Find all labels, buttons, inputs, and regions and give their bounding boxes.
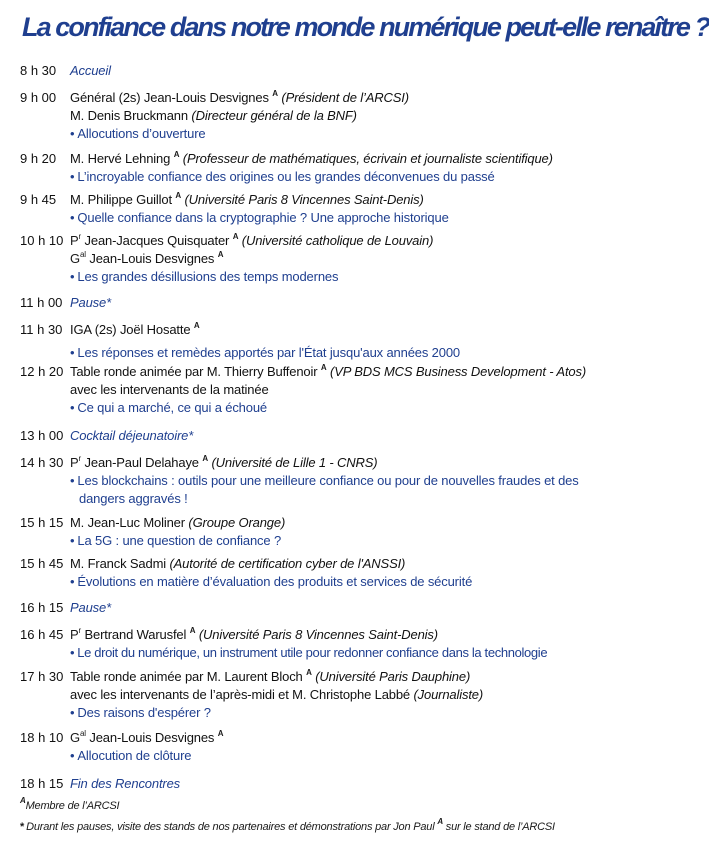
member-mark: A xyxy=(20,796,26,805)
member-mark: A xyxy=(320,363,327,372)
time-slot: 10 h 10 xyxy=(20,233,64,248)
bullet-icon: • xyxy=(70,126,75,141)
speaker-name: IGA (2s) Joël Hosatte xyxy=(70,322,191,337)
speaker-name: Jean-Jacques Quisquater xyxy=(84,233,230,248)
speaker-name: M. Jean-Luc Moliner xyxy=(70,515,185,530)
time-slot: 15 h 15 xyxy=(20,515,64,530)
bullet-icon: • xyxy=(70,645,75,660)
speaker-affiliation: (Directeur général de la BNF) xyxy=(191,108,357,123)
bullet-icon: • xyxy=(70,533,75,548)
speaker-affiliation: (VP BDS MCS Business Development - Atos) xyxy=(330,364,587,379)
time-slot: 14 h 30 xyxy=(20,455,64,470)
speaker-affiliation: (Professeur de mathématiques, écrivain et journaliste scientifique) xyxy=(182,151,553,166)
member-mark: A xyxy=(193,321,200,330)
talk-title: Les blockchains : outils pour une meilleure confiance ou pour de nouvelles fraudes et des dangers aggravés ! xyxy=(77,473,579,506)
speaker-name: avec les intervenants de l’après-midi et M. Christophe Labbé xyxy=(70,687,411,702)
member-mark: A xyxy=(232,232,239,241)
program-page: La confiance dans notre monde numérique peut-elle renaître ? 8 h 30 Accueil 9 h 00 Général (2s) Jean-Louis Desvignes $^A$ (Président de l’ARCSI) M. Denis Bruckmann (Directeur général de la BNF) • Allocutions d’ouverture 9 h 20 M. Hervé Lehning $^A$ (Professeur de mathématiques, écrivain et journaliste scientifique) • L’incroyable confiance des origines ou les grandes déconvenues du passé 9 h 45 M. Philippe Guillot $^A$ (Université Paris 8 Vincennes Saint-Denis) • Quelle confiance dans la cryptographie ? Une approche historique 10 h 10 $P^r$ Jean-Jacques Quisquater $^A$ (Université catholique de Louvain) $G^{al}$ Jean-Louis Desvignes $^A$ • Les grandes désillusions des temps modernes 11 h 00 Pause* 11 h 30 IGA (2s) Joël Hosatte $^A$ • Les réponses et remèdes apportés par l'État jusqu'aux années 2000 12 h 20 Table ronde animée par M. Thierry Buffenoir $^A$ (VP BDS MCS Business Development - Atos) avec les intervenants de la matinée • Ce qui a marché, ce qui a échoué 13 h 00 Cocktail déjeunatoire* 14 h 30 $P^r$ Jean-Paul Delahaye $^A$ (Université de Lille 1 - CNRS) • Les blockchains : outils pour une meilleure confiance ou pour de nouvelles fraudes et des dangers aggravés ! 15 h 15 M. Jean-Luc Moliner (Groupe Orange) • La 5G : une question de confiance ? 15 h 45 M. Franck Sadmi (Autorité de certification cyber de l'ANSSI) • Évolutions en matière d’évaluation des produits et services de sécurité 16 h 15 Pause* 16 h 45 $P^r$ Bertrand Warusfel $^A$ (Université Paris 8 Vincennes Saint-Denis) • Le droit du numérique, un instrument utile pour redonner confiance dans la technologie 17 h 30 Table ronde animée par M. Laurent Bloch $^A$ (Université Paris Dauphine) avec les intervenants de l’après-midi et M. Christophe Labbé (Journaliste) • Des raisons d'espérer ? 18 h 10 $G^{al}$ Jean-Louis Desvignes $^A$ • Allocution de clôture 18 h 15 Fin des Rencontres $^A$Membre de l’ARCSI * Durant les pauses, visite des stands de nos partenaires et démonstrations par Jon Paul $^A$ sur le stand de l’ARCSI xyxy=(20,12,709,833)
time-slot: 15 h 45 xyxy=(20,556,64,571)
member-mark: A xyxy=(306,668,312,677)
time-slot: 11 h 00 xyxy=(20,295,63,310)
time-slot: 18 h 15 xyxy=(20,776,64,791)
speaker-affiliation: (Université de Lille 1 - CNRS) xyxy=(211,455,378,470)
member-mark: A xyxy=(202,454,209,463)
bullet-icon: • xyxy=(70,705,75,720)
speaker-name: avec les intervenants de la matinée xyxy=(70,382,269,397)
talk-title: Les réponses et remèdes apportés par l'État jusqu'aux années 2000 xyxy=(77,345,460,360)
talk-title: Allocutions d’ouverture xyxy=(77,126,206,141)
session-label: Pause* xyxy=(70,295,112,310)
talk-title: Quelle confiance dans la cryptographie ? Une approche historique xyxy=(77,210,449,225)
speaker-affiliation: (Université Paris 8 Vincennes Saint-Denis) xyxy=(184,192,424,207)
talk-title: Évolutions en matière d’évaluation des produits et services de sécurité xyxy=(77,574,473,589)
member-mark: A xyxy=(217,250,224,259)
bullet-icon: • xyxy=(70,169,75,184)
talk-title: Ce qui a marché, ce qui a échoué xyxy=(77,400,268,415)
talk-title: Des raisons d'espérer ? xyxy=(77,705,211,720)
speaker-name: Table ronde animée par M. Laurent Bloch xyxy=(70,669,303,684)
talk-title: Les grandes désillusions des temps modernes xyxy=(77,269,339,284)
time-slot: 9 h 45 xyxy=(20,192,57,207)
time-slot: 17 h 30 xyxy=(20,669,64,684)
speaker-name: M. Denis Bruckmann xyxy=(70,108,188,123)
speaker-name: Général (2s) Jean-Louis Desvignes xyxy=(70,90,269,105)
bullet-icon: • xyxy=(70,473,75,488)
speaker-affiliation: (Président de l’ARCSI) xyxy=(281,90,409,105)
bullet-icon: • xyxy=(70,748,75,763)
speaker-affiliation: (Autorité de certification cyber de l'ANSSI) xyxy=(169,556,406,571)
speaker-affiliation: (Groupe Orange) xyxy=(188,515,286,530)
speaker-affiliation: (Université Paris Dauphine) xyxy=(315,669,471,684)
talk-title: La 5G : une question de confiance ? xyxy=(77,533,282,548)
bullet-icon: • xyxy=(70,269,75,284)
footnote-member: $^A$Membre de l’ARCSI xyxy=(20,796,120,812)
talk-title: Le droit du numérique, un instrument utile pour redonner confiance dans la technologie xyxy=(77,645,548,660)
time-slot: 11 h 30 xyxy=(20,322,63,337)
page-title: La confiance dans notre monde numérique peut-elle renaître ? xyxy=(22,12,709,42)
time-slot: 12 h 20 xyxy=(20,364,64,379)
session-label: Pause* xyxy=(70,600,112,615)
time-slot: 16 h 45 xyxy=(20,627,64,642)
talk-title: L’incroyable confiance des origines ou les grandes déconvenues du passé xyxy=(77,169,495,184)
speaker-name: M. Franck Sadmi xyxy=(70,556,166,571)
speaker-name: Table ronde animée par M. Thierry Buffenoir xyxy=(70,364,318,379)
member-mark: A xyxy=(272,89,278,98)
session-label: Accueil xyxy=(70,63,111,78)
speaker-affiliation: (Université catholique de Louvain) xyxy=(241,233,434,248)
time-slot: 16 h 15 xyxy=(20,600,64,615)
bullet-icon: • xyxy=(70,210,75,225)
member-mark: A xyxy=(437,817,443,826)
time-slot: 8 h 30 xyxy=(20,63,57,78)
bullet-icon: • xyxy=(70,574,75,589)
speaker-name: M. Hervé Lehning xyxy=(70,151,171,166)
member-mark: A xyxy=(189,626,196,635)
talk-title: Allocution de clôture xyxy=(77,748,192,763)
speaker-name: Jean-Louis Desvignes xyxy=(89,730,215,745)
time-slot: 9 h 00 xyxy=(20,90,57,105)
speaker-affiliation: (Université Paris 8 Vincennes Saint-Denis) xyxy=(198,627,438,642)
session-label: Cocktail déjeunatoire* xyxy=(70,428,194,443)
member-mark: A xyxy=(217,729,224,738)
speaker-name: Jean-Paul Delahaye xyxy=(84,455,199,470)
bullet-icon: • xyxy=(70,400,75,415)
session-label: Fin des Rencontres xyxy=(70,776,181,791)
speaker-name: Bertrand Warusfel xyxy=(84,627,187,642)
time-slot: 13 h 00 xyxy=(20,428,64,443)
speaker-name: M. Philippe Guillot xyxy=(70,192,172,207)
bullet-icon: • xyxy=(70,345,75,360)
time-slot: 9 h 20 xyxy=(20,151,57,166)
speaker-name: Jean-Louis Desvignes xyxy=(89,251,215,266)
time-slot: 18 h 10 xyxy=(20,730,64,745)
speaker-affiliation: (Journaliste) xyxy=(413,687,484,702)
member-mark: A xyxy=(173,150,180,159)
member-mark: A xyxy=(175,191,182,200)
footnote-pauses: * Durant les pauses, visite des stands de nos partenaires et démonstrations par Jon Paul $^A$ sur le stand de l’ARCSI xyxy=(20,817,555,833)
